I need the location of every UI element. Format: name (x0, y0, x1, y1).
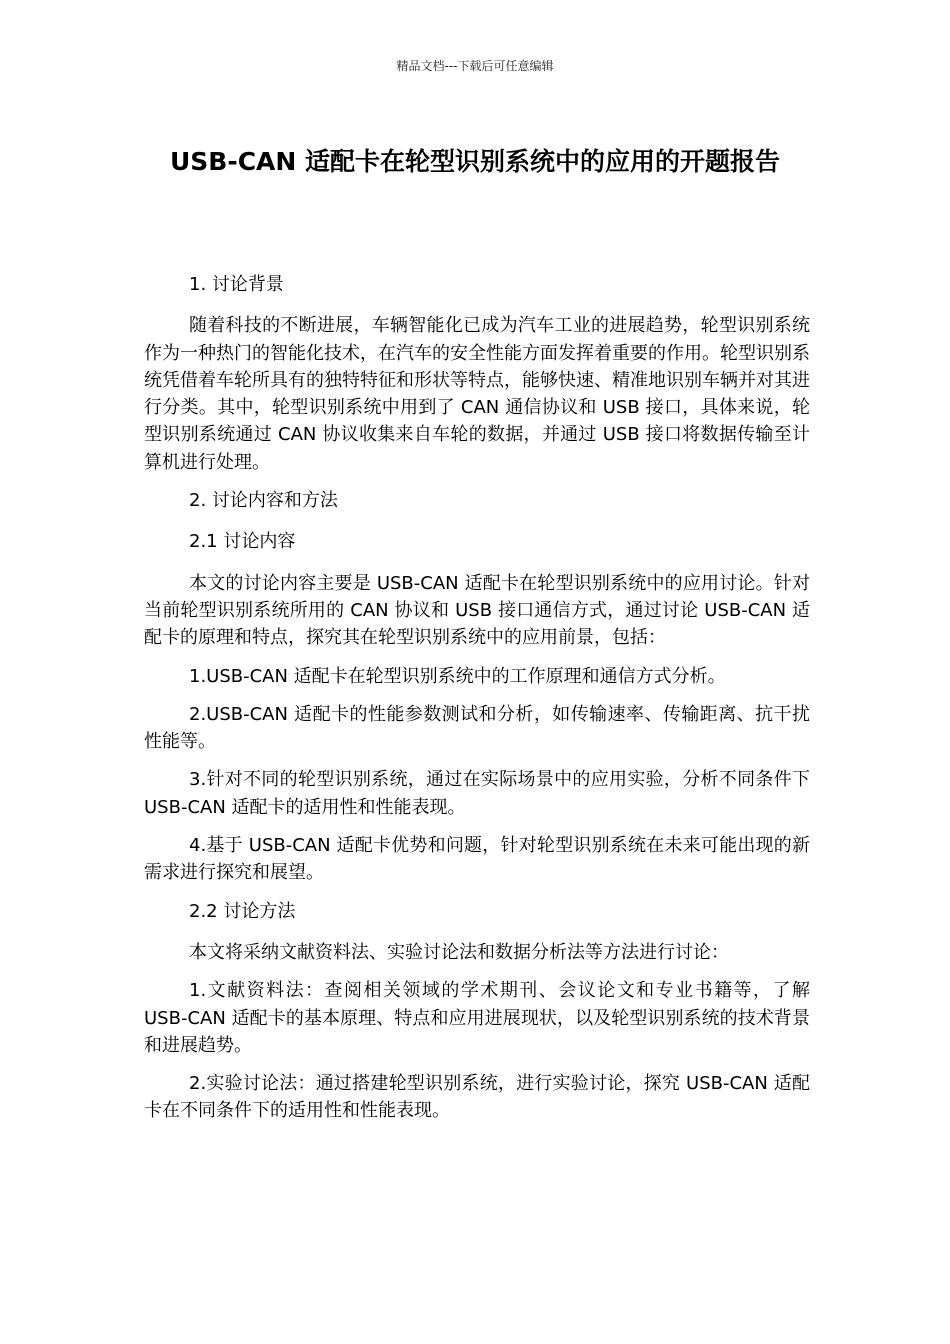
content-list-item: 4.基于 USB-CAN 适配卡优势和问题，针对轮型识别系统在未来可能出现的新需求进行探究和展望。 (144, 835, 810, 884)
content-list-item: 3.针对不同的轮型识别系统，通过在实际场景中的应用实验，分析不同条件下 USB-CAN 适配卡的适用性和性能表现。 (144, 769, 810, 818)
method-list-item: 1.文献资料法：查阅相关领域的学术期刊、会议论文和专业书籍等，了解 USB-CAN 适配卡的基本原理、特点和应用进展现状，以及轮型识别系统的技术背景和进展趋势。 (144, 980, 810, 1056)
content-paragraph: 本文的讨论内容主要是 USB-CAN 适配卡在轮型识别系统中的应用讨论。针对当前轮型识别系统所用的 CAN 协议和 USB 接口通信方式，通过讨论 USB-CAN 适配卡的原理和特点，探究其在轮型识别系统中的应用前景，包括： (144, 572, 810, 649)
subsection-heading-content: 2.1 讨论内容 (189, 531, 296, 553)
document-body (144, 271, 810, 1136)
subsection-heading-method: 2.2 讨论方法 (189, 900, 296, 922)
content-list-item: 1.USB-CAN 适配卡在轮型识别系统中的工作原理和通信方式分析。 (189, 665, 726, 687)
page-header-note: 精品文档---下载后可任意编辑 (396, 59, 554, 73)
content-list-item: 2.USB-CAN 适配卡的性能参数测试和分析，如传输速率、传输距离、抗干扰性能等。 (144, 703, 810, 753)
background-paragraph: 随着科技的不断进展，车辆智能化已成为汽车工业的进展趋势，轮型识别系统作为一种热门的智能化技术，在汽车的安全性能方面发挥着重要的作用。轮型识别系统凭借着车轮所具有的独特特征和形状等特点，能够快速、精准地识别车辆并对其进行分类。其中，轮型识别系统中用到了 CAN 通信协议和 USB 接口，具体来说，轮型识别系统通过 CAN 协议收集来自车轮的数据，并通过 USB 接口将数据传输至计算机进行处理。 (144, 315, 810, 473)
section-heading-content-method: 2. 讨论内容和方法 (189, 490, 338, 512)
method-list-item: 2.实验讨论法：通过搭建轮型识别系统，进行实验讨论，探究 USB-CAN 适配卡在不同条件下的适用性和性能表现。 (144, 1073, 810, 1122)
document-title: USB-CAN 适配卡在轮型识别系统中的应用的开题报告 (169, 147, 781, 176)
method-paragraph: 本文将采纳文献资料法、实验讨论法和数据分析法等方法进行讨论： (189, 941, 729, 963)
section-heading-background: 1. 讨论背景 (189, 274, 284, 295)
